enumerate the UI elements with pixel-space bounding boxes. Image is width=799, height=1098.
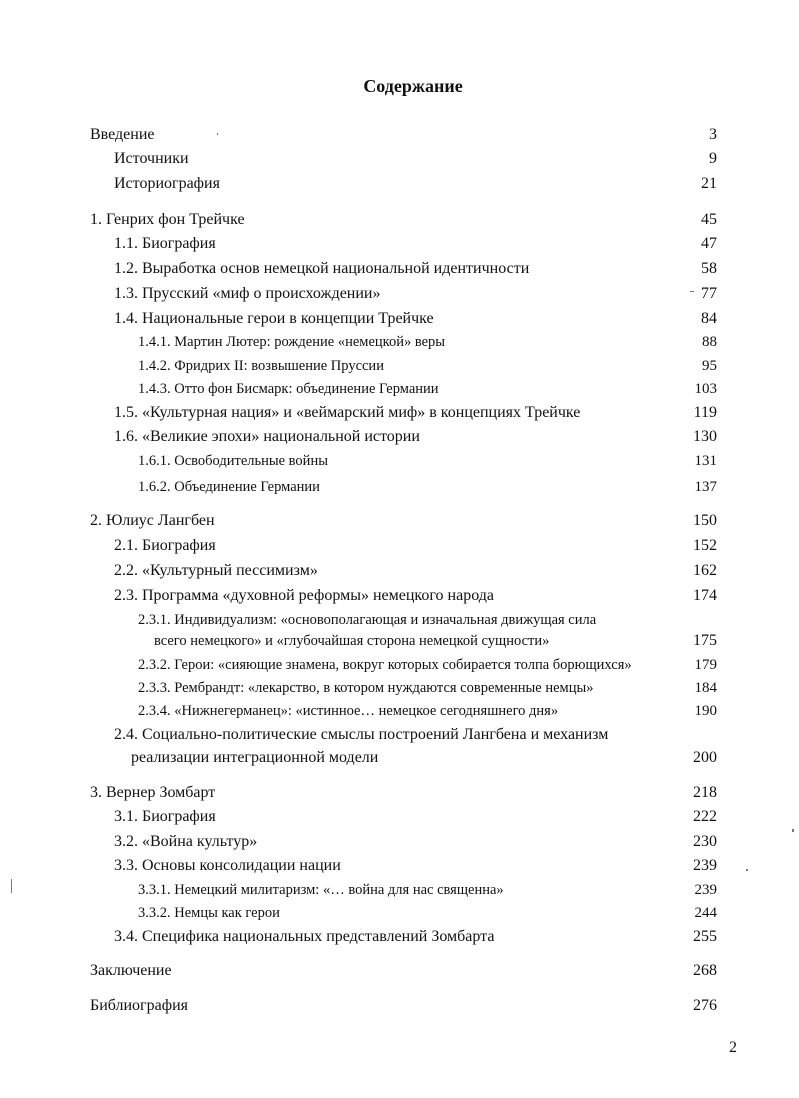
toc-entry-page: 230 xyxy=(693,833,717,850)
toc-entry-label: Библиография xyxy=(90,997,188,1014)
toc-entry-page: 239 xyxy=(694,882,717,898)
toc-entry xyxy=(0,609,799,631)
toc-entry-label: реализации интеграционной модели xyxy=(131,749,379,766)
toc-entry-page: 268 xyxy=(693,962,717,979)
toc-entry-page: 162 xyxy=(693,562,717,579)
toc-entry-label: 1.4.3. Отто фон Бисмарк: объединение Германии xyxy=(138,381,439,397)
toc-entry-page: 45 xyxy=(701,211,717,228)
toc-entry-label: 2.3.3. Рембрандт: «лекарство, в котором нуждаются современные немцы» xyxy=(138,680,594,696)
scan-artifact xyxy=(746,869,748,871)
toc-entry-label: 1.4. Национальные герои в концепции Трейчке xyxy=(114,310,434,327)
toc-entry-page: 9 xyxy=(709,150,717,167)
toc-entry xyxy=(0,402,799,424)
toc-entry-label: Введение xyxy=(90,126,155,143)
toc-entry-label: 3.3. Основы консолидации нации xyxy=(114,857,341,874)
toc-entry-label: 1.4.1. Мартин Лютер: рождение «немецкой» веры xyxy=(138,334,446,350)
toc-entry-page: 218 xyxy=(693,784,717,801)
toc-entry-label: 1. Генрих фон Трейчке xyxy=(90,211,245,228)
toc-entry-page: 77 xyxy=(701,285,717,302)
toc-entry xyxy=(0,331,799,353)
toc-entry-page: 47 xyxy=(701,235,717,252)
toc-entry-page: 174 xyxy=(693,587,717,604)
scan-artifact xyxy=(792,829,794,832)
toc-entry-page: 200 xyxy=(693,749,717,766)
toc-entry-label: 1.6.1. Освободительные войны xyxy=(138,453,328,469)
toc-entry-label: 1.1. Биография xyxy=(114,235,216,252)
scan-artifact xyxy=(11,879,12,893)
toc-entry-label: 2. Юлиус Лангбен xyxy=(90,512,215,529)
toc-entry-page: 95 xyxy=(702,358,717,374)
toc-entry xyxy=(0,560,799,582)
toc-entry xyxy=(0,747,799,769)
toc-entry xyxy=(0,148,799,170)
toc-entry-label: 1.2. Выработка основ немецкой национальной идентичности xyxy=(114,260,530,277)
toc-entry xyxy=(0,283,799,305)
toc-entry xyxy=(0,209,799,231)
toc-entry xyxy=(0,233,799,255)
toc-entry-label: 1.5. «Культурная нация» и «веймарский миф» в концепциях Трейчке xyxy=(114,404,581,421)
toc-entry-page: 21 xyxy=(701,175,717,192)
toc-entry xyxy=(0,677,799,699)
toc-entry-page: 222 xyxy=(693,808,717,825)
toc-entry-label: 1.4.2. Фридрих II: возвышение Пруссии xyxy=(138,358,384,374)
toc-entry-page: 276 xyxy=(693,997,717,1014)
toc-entry-page: 175 xyxy=(693,632,717,649)
toc-entry xyxy=(0,831,799,853)
toc-entry xyxy=(0,258,799,280)
toc-entry-label: 2.2. «Культурный пессимизм» xyxy=(114,562,318,579)
toc-entry-page: 58 xyxy=(701,260,717,277)
toc-entry-page: 3 xyxy=(709,126,717,143)
page-title: Содержание xyxy=(363,76,463,96)
toc-entry-label: Историография xyxy=(114,175,220,192)
toc-entry xyxy=(0,450,799,472)
toc-entry-page: 255 xyxy=(693,928,717,945)
toc-entry-label: 1.6.2. Объединение Германии xyxy=(138,479,320,495)
toc-entry-label: 1.6. «Великие эпохи» национальной истории xyxy=(114,428,420,445)
toc-entry-page: 244 xyxy=(694,905,717,921)
toc-entry xyxy=(0,782,799,804)
toc-entry-page: 184 xyxy=(694,680,717,696)
toc-entry-page: 137 xyxy=(694,479,717,495)
toc-entry-label: 3.3.2. Немцы как герои xyxy=(138,905,280,921)
toc-entry-page: 131 xyxy=(694,453,717,469)
toc-entry xyxy=(0,724,799,746)
toc-entry xyxy=(0,124,799,146)
toc-entry xyxy=(0,855,799,877)
toc-entry xyxy=(0,308,799,330)
toc-entry xyxy=(0,960,799,982)
toc-entry-page: 150 xyxy=(693,512,717,529)
toc-entry xyxy=(0,926,799,948)
toc-entry-label: 3.3.1. Немецкий милитаризм: «… война для нас священна» xyxy=(138,882,504,898)
toc-entry-label: всего немецкого» и «глубочайшая сторона немецкой сущности» xyxy=(154,633,550,649)
toc-entry xyxy=(0,535,799,557)
toc-entry-label: 2.3.2. Герои: «сияющие знамена, вокруг которых собирается толпа борющихся» xyxy=(138,657,632,673)
toc-entry-label: Источники xyxy=(114,150,189,167)
toc-entry-label: 2.4. Социально-политические смыслы построений Лангбена и механизм xyxy=(114,726,609,743)
toc-entry xyxy=(0,630,799,652)
toc-entry-page: 88 xyxy=(702,334,717,350)
page-number: 2 xyxy=(729,1039,737,1056)
toc-entry xyxy=(0,654,799,676)
toc-entry-label: 1.3. Прусский «миф о происхождении» xyxy=(114,285,381,302)
toc-entry-label: 2.3.4. «Нижнегерманец»: «истинное… немецкое сегодняшнего дня» xyxy=(138,703,559,719)
toc-entry xyxy=(0,585,799,607)
toc-entry-page: 179 xyxy=(694,657,717,673)
toc-entry xyxy=(0,806,799,828)
toc-entry-label: 3.2. «Война культур» xyxy=(114,833,258,850)
toc-entry xyxy=(0,700,799,722)
toc-entry xyxy=(0,995,799,1017)
toc-entry-label: 2.1. Биография xyxy=(114,537,216,554)
toc-entry-label: Заключение xyxy=(90,962,172,979)
toc-entry-label: 2.3.1. Индивидуализм: «основополагающая и изначальная движущая сила xyxy=(138,612,597,628)
toc-entry-page: 119 xyxy=(693,404,717,421)
toc-entry-page: 130 xyxy=(693,428,717,445)
toc-entry xyxy=(0,378,799,400)
toc-entry-page: 190 xyxy=(694,703,717,719)
toc-entry-page: 84 xyxy=(701,310,717,327)
toc-entry-label: 3. Вернер Зомбарт xyxy=(90,784,216,801)
toc-entry-page: 152 xyxy=(693,537,717,554)
toc-entry xyxy=(0,879,799,901)
toc-entry xyxy=(0,173,799,195)
toc-entry xyxy=(0,426,799,448)
toc-entry xyxy=(0,510,799,532)
toc-entry-label: 3.1. Биография xyxy=(114,808,216,825)
toc-entry-label: 3.4. Специфика национальных представлений Зомбарта xyxy=(114,928,495,945)
toc-entry-page: 103 xyxy=(694,381,717,397)
scan-artifact xyxy=(217,133,218,135)
scan-artifact xyxy=(690,291,694,292)
toc-entry xyxy=(0,355,799,377)
toc-entry-page: 239 xyxy=(693,857,717,874)
toc-entry xyxy=(0,902,799,924)
toc-entry xyxy=(0,476,799,498)
toc-entry-label: 2.3. Программа «духовной реформы» немецкого народа xyxy=(114,587,494,604)
